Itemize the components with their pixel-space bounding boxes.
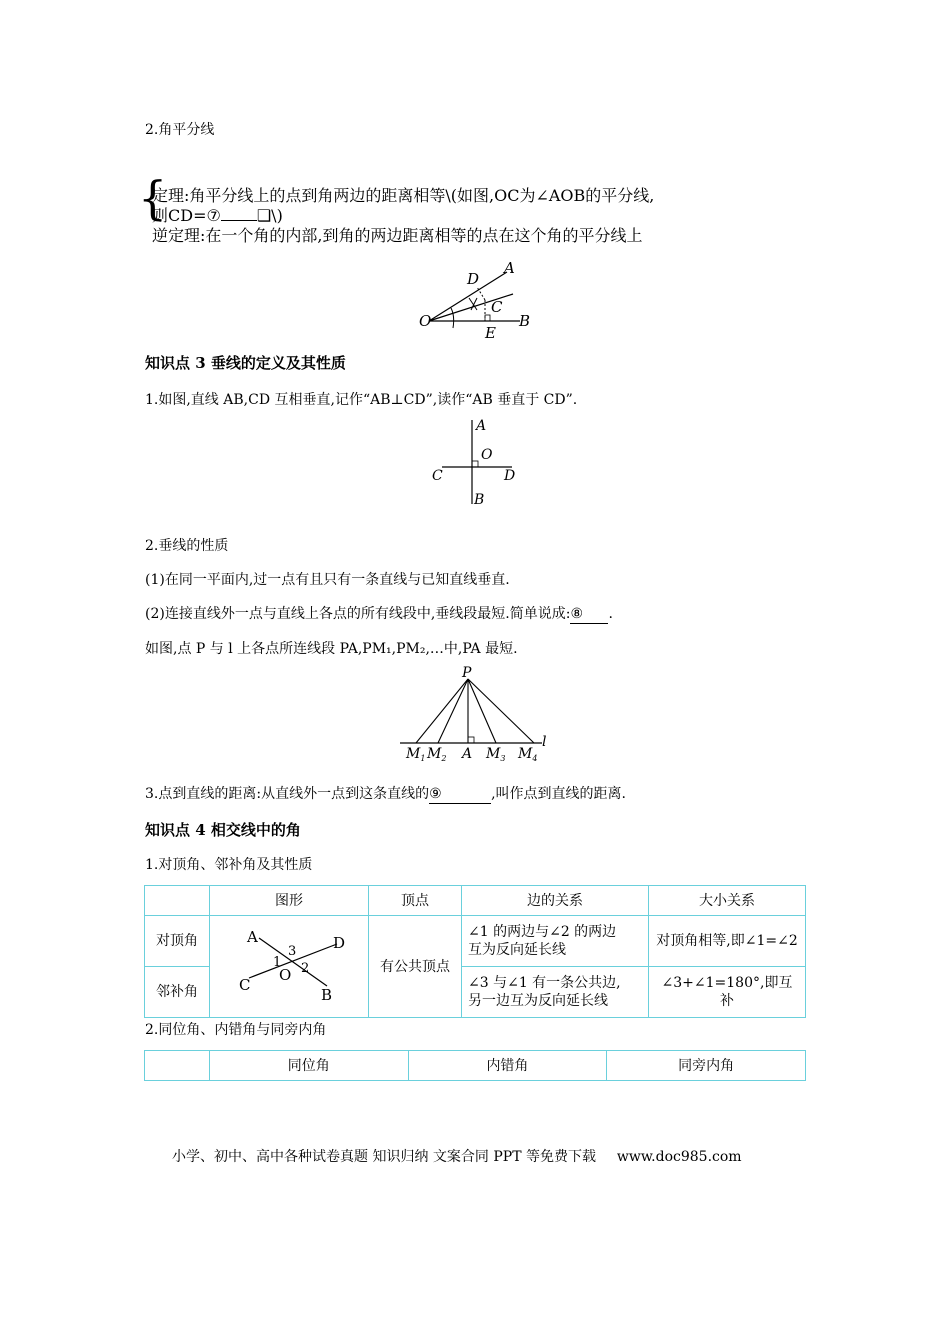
- table-header-edges: 边的关系: [462, 886, 649, 916]
- property-2-end: .: [608, 606, 613, 622]
- perpendicular-segment-figure: [396, 663, 556, 763]
- table-header-empty: [145, 886, 210, 916]
- label-P: P: [462, 665, 472, 681]
- heading-perpendicular: 知识点 3 垂线的定义及其性质: [145, 354, 346, 372]
- label-O: O: [419, 312, 432, 330]
- label-D: D: [333, 934, 346, 952]
- distance-text-end: ,叫作点到直线的距离.: [491, 786, 626, 802]
- label-angle-3: 3: [288, 944, 297, 959]
- label-M3: $M_3$: [486, 746, 506, 763]
- property-2: [145, 605, 613, 624]
- converse-theorem: 逆定理:在一个角的内部,到角的两边距离相等的点在这个角的平分线上: [152, 226, 643, 245]
- theorem-line2: [152, 206, 283, 226]
- label-M2: $M_2$: [427, 746, 447, 763]
- table-header-figure: 图形: [210, 886, 369, 916]
- label-angle-2: 2: [301, 961, 310, 976]
- shared-vertex-cell: 有公共顶点: [369, 916, 462, 1018]
- label-A: A: [504, 259, 515, 277]
- label-O: O: [279, 966, 292, 984]
- theorem-line2-suffix: ❑\): [256, 206, 283, 225]
- property-2-text: (2)连接直线外一点与直线上各点的所有线段中,垂线段最短.简单说成:: [145, 606, 571, 622]
- label-A: A: [476, 418, 487, 434]
- label-A: A: [462, 746, 473, 762]
- label-B: B: [474, 492, 485, 508]
- intersecting-lines-figure: [210, 916, 369, 1018]
- answer-blank-7[interactable]: [221, 220, 257, 221]
- perpendicular-properties-title: 2.垂线的性质: [145, 538, 229, 554]
- left-brace: {: [138, 171, 168, 225]
- point-line-distance: [145, 785, 626, 804]
- footer-url[interactable]: www.doc985.com: [616, 1149, 742, 1165]
- theorem-line2-prefix: 则CD=⑦: [152, 206, 221, 225]
- label-A: A: [247, 928, 258, 946]
- label-angle-1: 1: [273, 955, 282, 970]
- label-C: C: [432, 468, 443, 484]
- angle-bisector-figure: [415, 258, 535, 340]
- answer-blank-8[interactable]: ⑧: [570, 605, 608, 624]
- footer-text: 小学、初中、高中各种试卷真题 知识归纳 文案合同 PPT 等免费下载: [172, 1149, 596, 1165]
- subsection-vertical-angles: 1.对顶角、邻补角及其性质: [145, 857, 313, 873]
- label-D: D: [504, 468, 516, 484]
- perpendicular-definition: 1.如图,直线 AB,CD 互相垂直,记作“AB⊥CD”,读作“AB 垂直于 CD”.: [145, 392, 578, 408]
- angle-types-table: [144, 1050, 806, 1081]
- row-vertical-angles: 对顶角: [145, 916, 210, 967]
- label-C: C: [491, 298, 503, 316]
- table2-header-empty: [145, 1051, 210, 1081]
- label-C: C: [239, 976, 251, 994]
- vertical-angles-edges: ∠1 的两边与∠2 的两边 互为反向延长线: [462, 916, 649, 967]
- footer: [172, 1146, 742, 1166]
- label-B: B: [519, 312, 531, 330]
- label-D: D: [467, 270, 480, 288]
- table2-header-alternate-interior: 内错角: [408, 1051, 607, 1081]
- table-header-vertex: 顶点: [369, 886, 462, 916]
- perpendicular-figure: [428, 416, 523, 508]
- label-M4: $M_4$: [518, 746, 538, 763]
- label-E: E: [485, 324, 496, 340]
- label-M1: $M_1$: [406, 746, 426, 763]
- vertical-angles-size: 对顶角相等,即∠1=∠2: [649, 916, 806, 967]
- property-1: (1)在同一平面内,过一点有且只有一条直线与已知直线垂直.: [145, 572, 510, 588]
- table-header-size: 大小关系: [649, 886, 806, 916]
- heading-intersecting-angles: 知识点 4 相交线中的角: [145, 821, 301, 839]
- answer-blank-9[interactable]: ⑨: [429, 785, 491, 804]
- adjacent-supplementary-edges: ∠3 与∠1 有一条公共边, 另一边互为反向延长线: [462, 967, 649, 1018]
- distance-text: 3.点到直线的距离:从直线外一点到这条直线的: [145, 786, 430, 802]
- row-adjacent-supplementary: 邻补角: [145, 967, 210, 1018]
- theorem-line1: 定理:角平分线上的点到角两边的距离相等\(如图,OC为∠AOB的平分线,: [152, 186, 655, 205]
- section-title-angle-bisector: 2.角平分线: [145, 122, 215, 138]
- vertical-angles-table: [144, 885, 806, 1018]
- shortest-segment-example: 如图,点 P 与 l 上各点所连线段 PA,PM₁,PM₂,…中,PA 最短.: [145, 641, 518, 657]
- label-B: B: [321, 986, 333, 1004]
- label-O: O: [481, 447, 493, 463]
- label-l: l: [542, 734, 547, 750]
- table2-header-co-interior: 同旁内角: [607, 1051, 806, 1081]
- table2-header-corresponding: 同位角: [209, 1051, 408, 1081]
- adjacent-supplementary-size: ∠3+∠1=180°,即互补: [649, 967, 806, 1018]
- subsection-angle-types: 2.同位角、内错角与同旁内角: [145, 1022, 327, 1038]
